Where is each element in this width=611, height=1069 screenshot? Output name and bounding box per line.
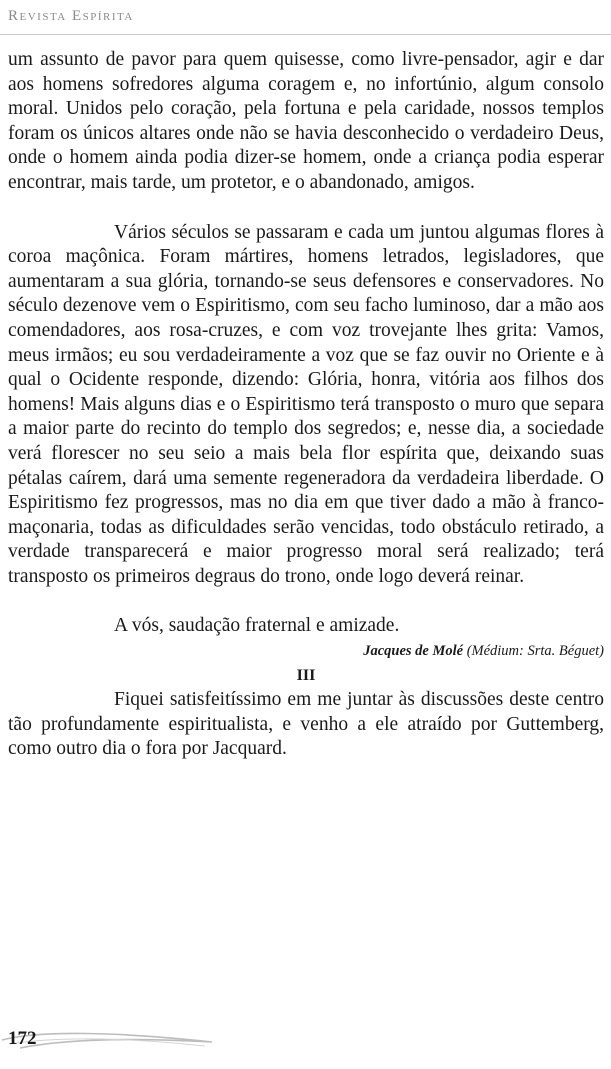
paragraph-gap [8,589,604,614]
paragraph-3: A vós, saudação fraternal e amizade. [114,615,400,637]
section-heading: III [296,666,316,684]
header-rule [0,34,611,35]
signature-name: Jacques de Molé [363,643,464,660]
paragraph-1: um assunto de pavor para quem quisesse, como livre-pensador, agir e dar aos homens sofredores alguma coragem e, no infortúnio, algum consolo moral. Unidos pelo coração, pela fortuna e pela caridade, nossos templos foram os únicos altares onde não se havia desconhecido o verdadeiro Deus, onde o homem ainda podia dizer-se homem, onde a criança podia esperar encontrar, mais tarde, um protetor, e o abandonado, amigos. [8,49,604,193]
paragraph-2: Vários séculos se passaram e cada um juntou algumas flores à coroa maçônica. Foram mártires, homens letrados, legisladores, que aumentaram a sua glória, tornando-se seus defensores e conservadores. No século dezenove vem o Espiritismo, com seu facho luminoso, dar a mão aos comendadores, aos rosa-cruzes, e com voz trovejante lhes grita: Vamos, meus irmãos; eu sou verdadeiramente a voz que se faz ouvir no Oriente e à qual o Ocidente responde, dizendo: Glória, honra, vitória aos filhos dos homens! Mais alguns dias e o Espiritismo terá transposto o muro que separa a maior parte do recinto do templo dos segredos; e, nesse dia, a sociedade verá florescer no seu seio a mais bela flor espírita que, deixando suas pétalas caírem, dará uma semente regeneradora da verdadeira liberdade. O Espiritismo fez progressos, mas no dia em que tiver dado a mão à franco-maçonaria, todas as dificuldades serão vencidas, todo obstáculo retirado, a verdade transparecerá e maior progresso moral será realizado; terá transposto os primeiros degraus do trono, onde logo deverá reinar. [8,221,604,587]
signature [8,639,604,664]
running-header: Revista Espírita [8,8,134,24]
page-number: 172 [8,1028,37,1049]
paragraph-4: Fiquei satisfeitíssimo em me juntar às discussões deste centro tão profundamente espiritualista, e venho a ele atraído por Guttemberg, como outro dia o fora por Jacquard. [8,689,604,760]
signature-medium: (Médium: Srta. Béguet) [466,643,604,660]
paragraph-gap [8,196,604,221]
page-body [8,48,604,762]
